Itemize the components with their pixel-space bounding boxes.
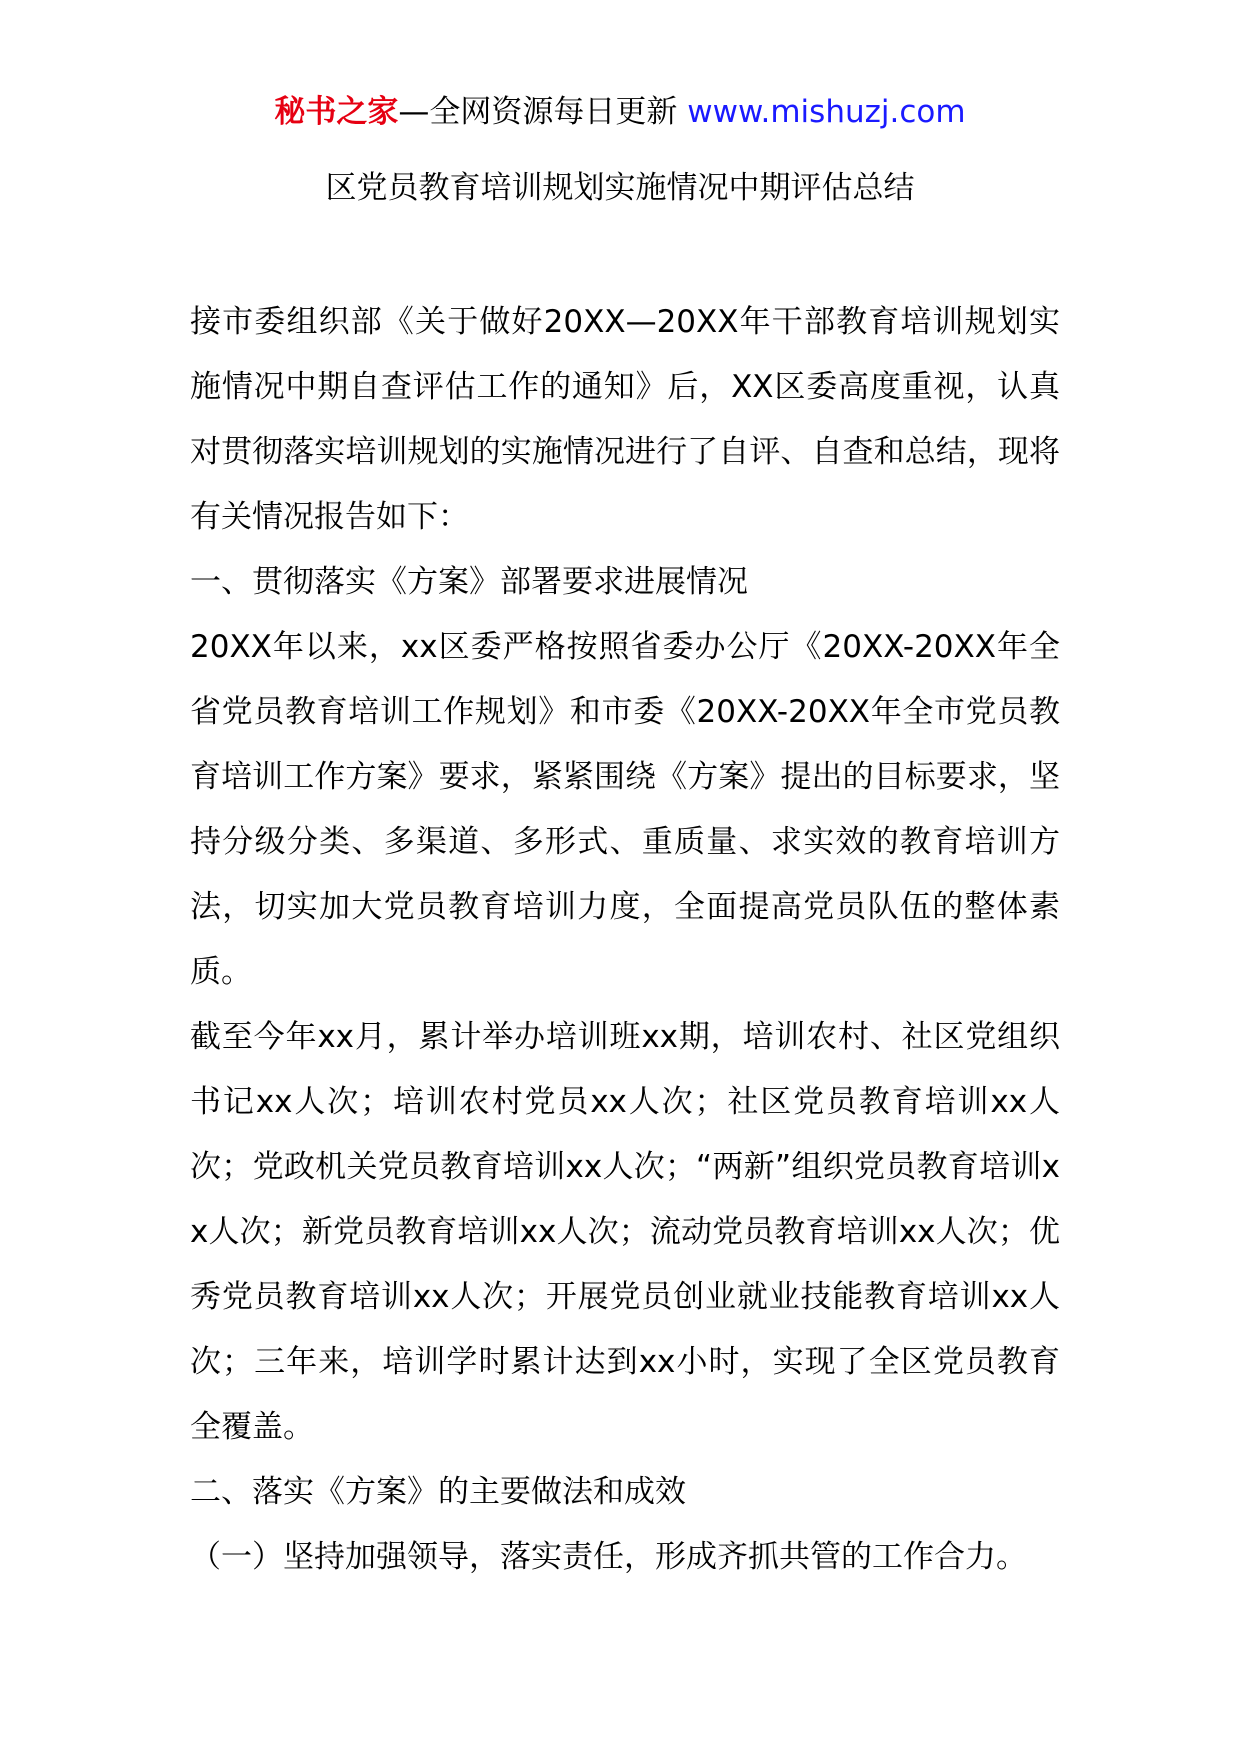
statistics-paragraph: 截至今年xx月，累计举办培训班xx期，培训农村、社区党组织书记xx人次；培训农村党员xx人次；社区党员教育培训xx人次；党政机关党员教育培训xx人次；“两新”组织党员教育培训xx人次；新党员教育培训xx人次；流动党员教育培训xx人次；优秀党员教育培训xx人次；开展党员创业就业技能教育培训xx人次；三年来，培训学时累计达到xx小时，实现了全区党员教育全覆盖。 bbox=[190, 1019, 1060, 1445]
progress-paragraph: 20XX年以来，xx区委严格按照省委办公厅《20XX-20XX年全省党员教育培训工作规划》和市委《20XX-20XX年全市党员教育培训工作方案》要求，紧紧围绕《方案》提出的目标要求，坚持分级分类、多渠道、多形式、重质量、求实效的教育培训方法，切实加大党员教育培训力度，全面提高党员队伍的整体素质。 bbox=[190, 629, 1060, 990]
site-header bbox=[0, 92, 1240, 132]
subsection-heading-1: （一）坚持加强领导，落实责任，形成齐抓共管的工作合力。 bbox=[190, 1539, 1027, 1575]
section-heading-1: 一、贯彻落实《方案》部署要求进展情况 bbox=[190, 564, 748, 600]
site-brand: 秘书之家 bbox=[274, 94, 399, 130]
document-title: 区党员教育培训规划实施情况中期评估总结 bbox=[325, 170, 915, 206]
section-heading-2: 二、落实《方案》的主要做法和成效 bbox=[190, 1474, 686, 1510]
document-body bbox=[190, 290, 1060, 1590]
site-url-link[interactable]: www.mishuzj.com bbox=[687, 94, 966, 130]
intro-paragraph: 接市委组织部《关于做好20XX—20XX年干部教育培训规划实施情况中期自查评估工作的通知》后，XX区委高度重视，认真对贯彻落实培训规划的实施情况进行了自评、自查和总结，现将有关情况报告如下： bbox=[190, 304, 1060, 535]
site-tagline: —全网资源每日更新 bbox=[398, 94, 678, 130]
